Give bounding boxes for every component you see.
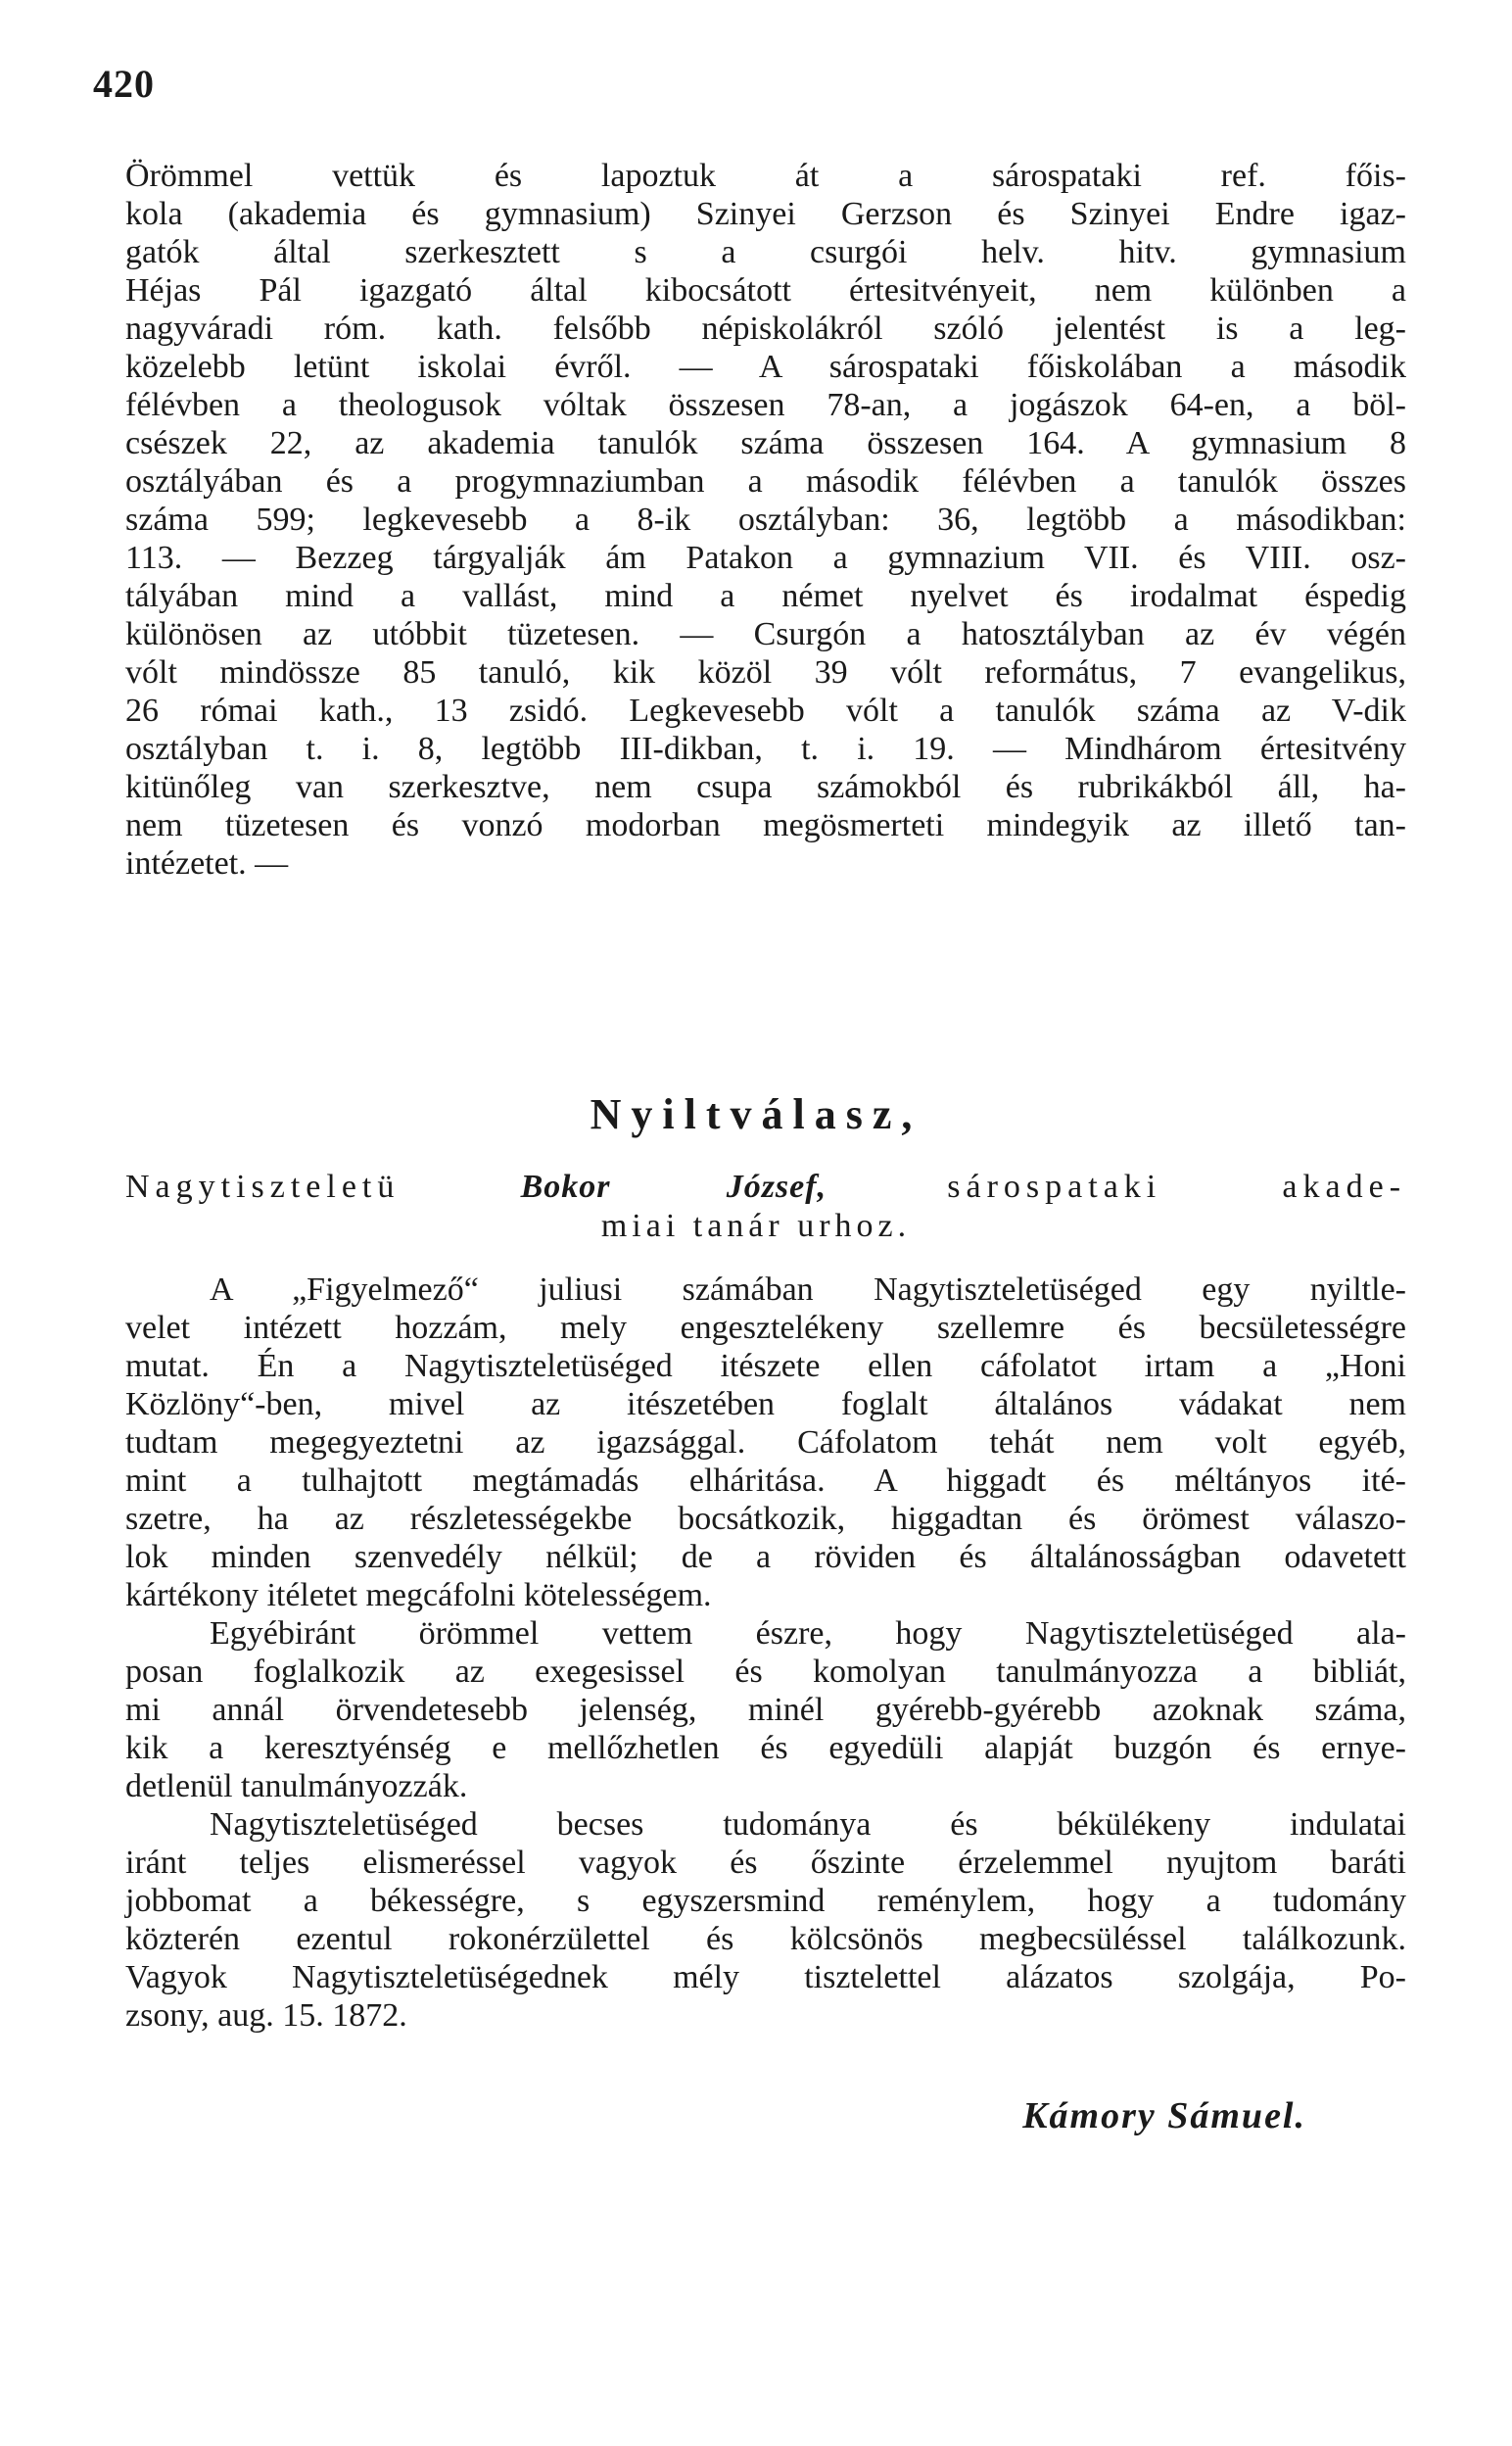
- text-line: osztályában és a progymnaziumban a második félévben a tanulók összes: [125, 463, 1406, 500]
- text-line: zsony, aug. 15. 1872.: [125, 1997, 407, 2034]
- text-line: nem tüzetesen és vonzó modorban megösmerteti mindegyik az illető tan-: [125, 807, 1406, 843]
- text-line: intézetet. —: [125, 845, 289, 882]
- text-line: közterén ezentul rokonérzülettel és kölcsönös megbecsüléssel találkozunk.: [125, 1921, 1406, 1957]
- text-line: velet intézett hozzám, mely engesztelékeny szellemre és becsületességre: [125, 1310, 1406, 1346]
- text-line: gatók által szerkesztett s a csurgói helv. hitv. gymnasium: [125, 234, 1406, 270]
- text-line: kik a keresztyénség e mellőzhetlen és egyedüli alapját buzgón és ernye-: [125, 1730, 1406, 1766]
- text-line: tudtam megegyeztetni az igazsággal. Cáfolatom tehát nem volt egyéb,: [125, 1424, 1406, 1461]
- text-line: 113. — Bezzeg tárgyalják ám Patakon a gymnazium VII. és VIII. osz-: [125, 540, 1406, 576]
- address-suffix: sárospataki akade-: [947, 1169, 1407, 1205]
- text-line: száma 599; legkevesebb a 8-ik osztályban: 36, legtöbb a másodikban:: [125, 502, 1406, 538]
- text-line: csészek 22, az akademia tanulók száma összesen 164. A gymnasium 8: [125, 425, 1406, 461]
- addressee-name: Bokor József,: [520, 1169, 827, 1205]
- text-line: nagyváradi róm. kath. felsőbb népiskolákról szóló jelentést is a leg-: [125, 311, 1406, 347]
- text-line: mi annál örvendetesebb jelenség, minél gyérebb-gyérebb azoknak száma,: [125, 1692, 1406, 1728]
- text-line: Örömmel vettük és lapoztuk át a sárospataki ref. főis-: [125, 158, 1406, 194]
- text-line: A „Figyelmező“ juliusi számában Nagytiszteletüséged egy nyiltle-: [210, 1271, 1406, 1308]
- text-line: közelebb letünt iskolai évről. — A sárospataki főiskolában a második: [125, 349, 1406, 385]
- text-line: kitünőleg van szerkesztve, nem csupa számokból és rubrikákból áll, ha-: [125, 769, 1406, 805]
- text-line: különösen az utóbbit tüzetesen. — Csurgón a hatosztályban az év végén: [125, 616, 1406, 652]
- text-line: kola (akademia és gymnasium) Szinyei Gerzson és Szinyei Endre igaz-: [125, 196, 1406, 232]
- page-number: 420: [93, 62, 155, 106]
- text-line: tályában mind a vallást, mind a német nyelvet és irodalmat éspedig: [125, 578, 1406, 614]
- letter-body: [125, 1271, 1406, 2035]
- text-line: Közlöny“-ben, mivel az itészetében foglalt általános vádakat nem: [125, 1386, 1406, 1422]
- text-line: Nagytiszteletüséged becses tudománya és békülékeny indulatai: [210, 1806, 1406, 1843]
- signature: Kámory Sámuel.: [1022, 2095, 1306, 2136]
- text-line: Vagyok Nagytiszteletüségednek mély tisztelettel alázatos szolgája, Po-: [125, 1959, 1406, 1995]
- text-line: félévben a theologusok vóltak összesen 78-an, a jogászok 64-en, a böl-: [125, 387, 1406, 423]
- text-line: mutat. Én a Nagytiszteletüséged itészete ellen cáfolatot irtam a „Honi: [125, 1348, 1406, 1384]
- text-line: mint a tulhajtott megtámadás elháritása. A higgadt és méltányos ité-: [125, 1463, 1406, 1499]
- letter-heading: Nyiltválasz,: [590, 1090, 922, 1138]
- text-line: 26 római kath., 13 zsidó. Legkevesebb vólt a tanulók száma az V-dik: [125, 693, 1406, 729]
- text-line: posan foglalkozik az exegesissel és komolyan tanulmányozza a bibliát,: [125, 1654, 1406, 1690]
- letter-address-line: [125, 1168, 1406, 1206]
- text-line: detlenül tanulmányozzák.: [125, 1768, 468, 1804]
- paragraph-school-reports: [125, 157, 1406, 883]
- address-prefix: Nagytiszteletü: [125, 1169, 401, 1205]
- text-line: jobbomat a békességre, s egyszersmind reménylem, hogy a tudomány: [125, 1883, 1406, 1919]
- text-line: osztályban t. i. 8, legtöbb III-dikban, t. i. 19. — Mindhárom értesitvény: [125, 731, 1406, 767]
- text-line: szetre, ha az részletességekbe bocsátkozik, higgadtan és örömest válaszo-: [125, 1501, 1406, 1537]
- text-line: Héjas Pál igazgató által kibocsátott értesitvényeit, nem különben a: [125, 272, 1406, 309]
- text-line: Egyébiránt örömmel vettem észre, hogy Nagytiszteletüséged ala-: [210, 1615, 1406, 1652]
- letter-address-line-2: miai tanár urhoz.: [600, 1208, 912, 1244]
- text-line: kártékony itéletet megcáfolni kötelességem.: [125, 1577, 712, 1613]
- text-line: lok minden szenvedély nélkül; de a röviden és általánosságban odavetett: [125, 1539, 1406, 1575]
- text-line: vólt mindössze 85 tanuló, kik közöl 39 vólt református, 7 evangelikus,: [125, 654, 1406, 691]
- text-line: iránt teljes elismeréssel vagyok és őszinte érzelemmel nyujtom baráti: [125, 1845, 1406, 1881]
